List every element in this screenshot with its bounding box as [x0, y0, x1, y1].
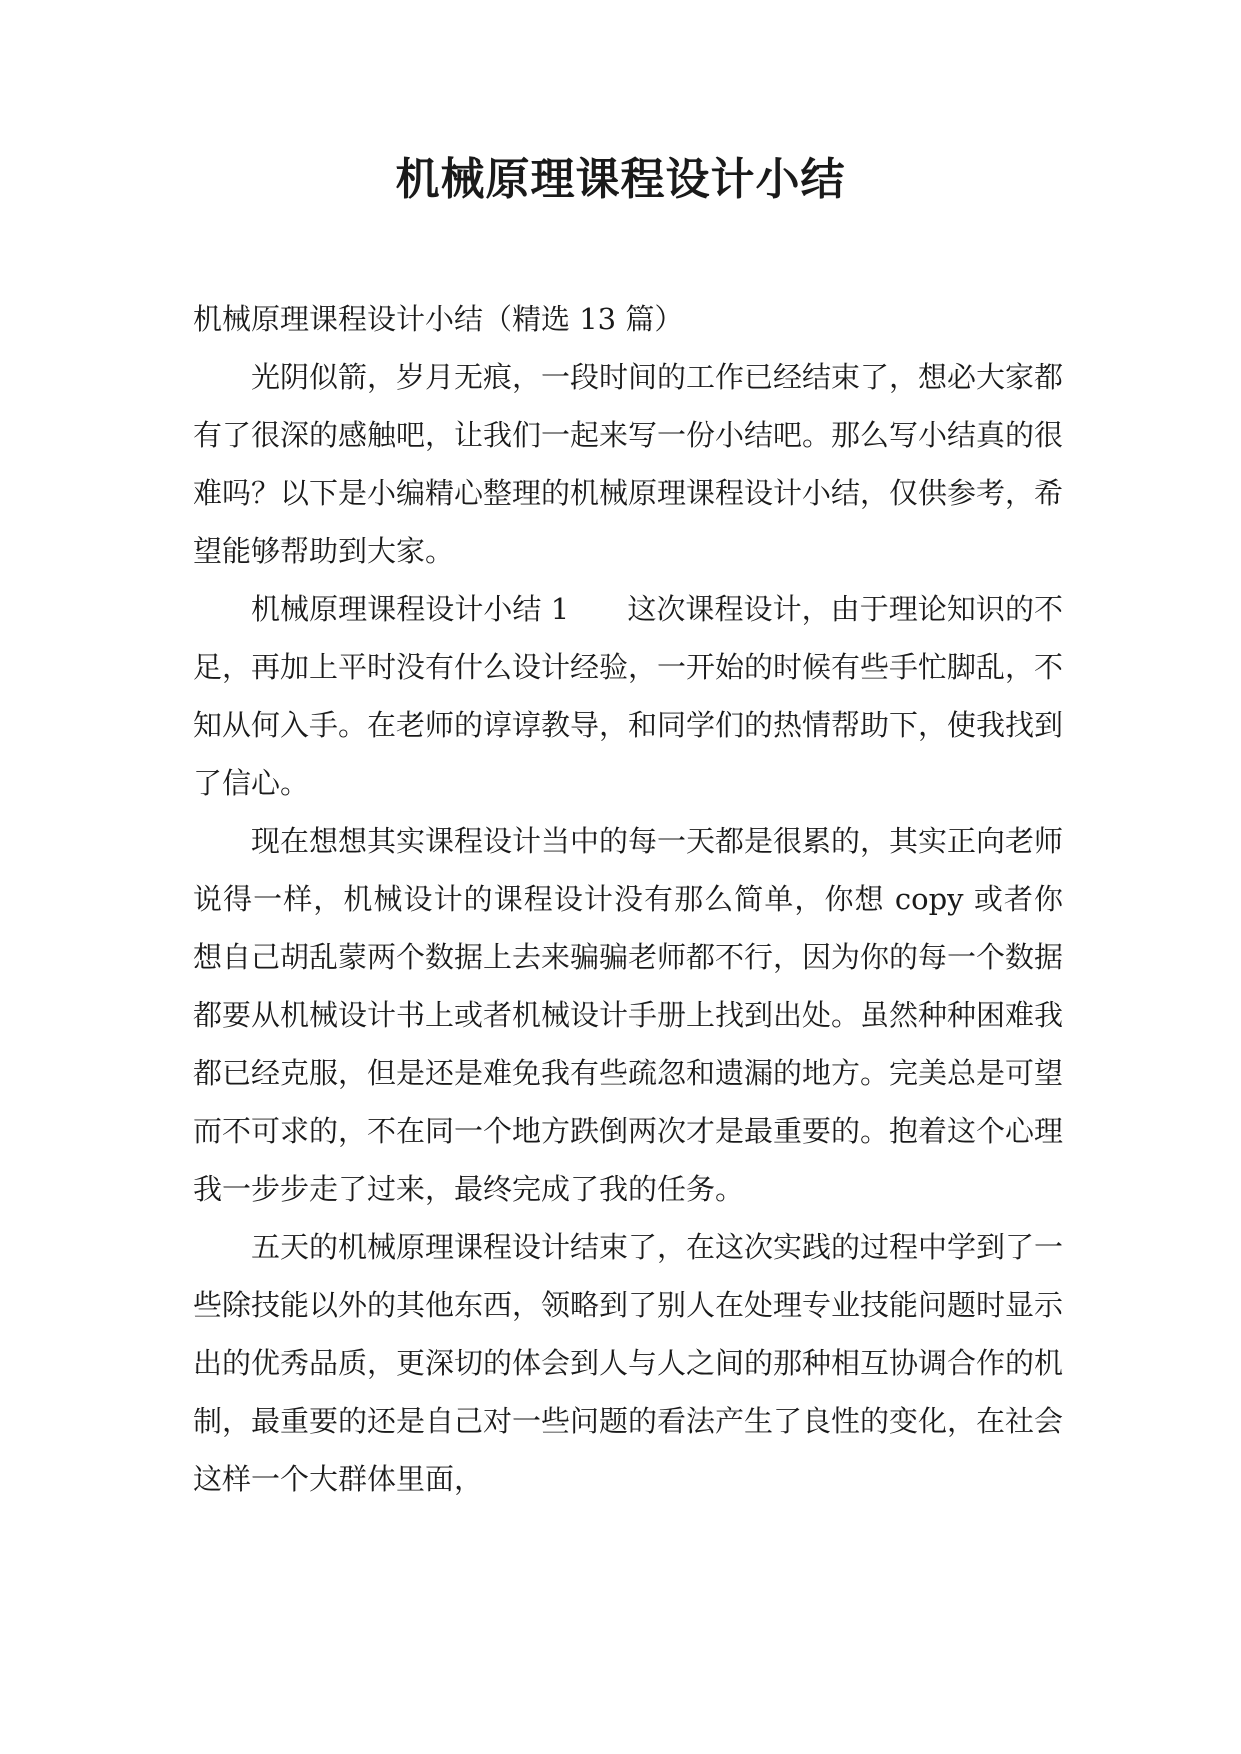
paragraph-intro: 光阴似箭，岁月无痕，一段时间的工作已经结束了，想必大家都有了很深的感触吧，让我们一起来写一份小结吧。那么写小结真的很难吗？以下是小编精心整理的机械原理课程设计小结，仅供参考，希望能够帮助到大家。: [193, 360, 1064, 568]
paragraph-reflection: 现在想想其实课程设计当中的每一天都是很累的，其实正向老师说得一样，机械设计的课程设计没有那么简单，你想 copy 或者你想自己胡乱蒙两个数据上去来骗骗老师都不行，因为你的每一个数据都要从机械设计书上或者机械设计手册上找到出处。虽然种种困难我都已经克服，但是还是难免我有些疏忽和遗漏的地方。完美总是可望而不可求的，不在同一个地方跌倒两次才是最重要的。抱着这个心理我一步步走了过来，最终完成了我的任务。: [193, 824, 1064, 1206]
document-title: 机械原理课程设计小结: [395, 154, 846, 205]
paragraph-five-days: 五天的机械原理课程设计结束了，在这次实践的过程中学到了一些除技能以外的其他东西，领略到了别人在处理专业技能问题时显示出的优秀品质，更深切的体会到人与人之间的那种相互协调合作的机制，最重要的还是自己对一些问题的看法产生了良性的变化，在社会这样一个大群体里面，: [193, 1230, 1064, 1496]
paragraph-summary-1: 机械原理课程设计小结 1 这次课程设计，由于理论知识的不足，再加上平时没有什么设计经验，一开始的时候有些手忙脚乱，不知从何入手。在老师的谆谆教导，和同学们的热情帮助下，使我找到了信心。: [193, 592, 1064, 800]
document-subtitle: 机械原理课程设计小结（精选 13 篇）: [193, 302, 684, 336]
document-body: [193, 290, 1063, 1508]
